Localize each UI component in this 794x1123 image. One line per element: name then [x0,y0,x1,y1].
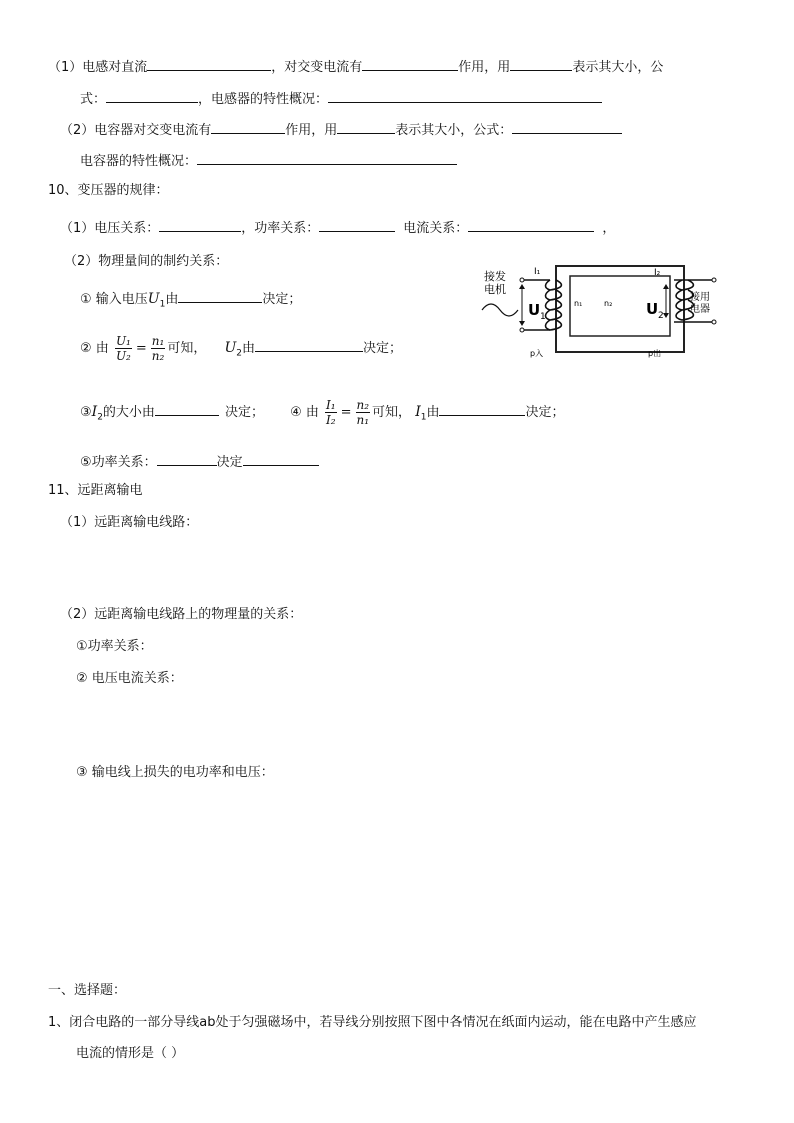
blank[interactable] [468,217,594,232]
ac-source-icon [482,304,518,316]
section-10-title: 10、变压器的规律： [48,183,169,198]
fraction: $\frac{\text{U₁}}{\text{U₂}}$ [115,334,131,363]
power-relation: ①功率关系： [76,639,153,654]
equals-sign: = [340,405,352,420]
equals-sign: = [135,341,147,356]
blank[interactable] [178,288,262,303]
blank[interactable] [197,150,457,165]
inductor-line-2: 式： ，电感器的特性概况： [80,88,602,109]
blank[interactable] [157,451,217,466]
blank[interactable] [512,119,622,134]
inductor-line-1: （1）电感对直流 ，对交变电流有 作用，用 表示其大小，公 [48,56,663,77]
transformer-core-outer [556,266,684,352]
blank[interactable] [106,88,198,103]
constraint-title: （2）物理量间的制约关系： [64,254,229,269]
long-distance-relations: （2）远距离输电线路上的物理量的关系： [60,607,303,622]
fraction: $\frac{\text{n₁}}{\text{n₂}}$ [151,334,165,363]
svg-text:p入: p入 [530,349,544,358]
question-1-line-1: 1、闭合电路的一部分导线ab处于匀强磁场中，若导线分别按照下图中各情况在纸面内运动，能在电路中产生感应 [48,1015,697,1030]
blank[interactable] [211,119,285,134]
voltage-current-relation: ② 电压电流关系： [76,671,183,686]
blank[interactable] [337,119,395,134]
svg-text:n₂: n₂ [604,299,613,308]
fraction: $\frac{\text{I₁}}{\text{I₂}}$ [326,398,336,427]
line-loss: ③ 输电线上损失的电功率和电压： [76,765,274,780]
choice-title: 一、选择题： [48,983,127,998]
fraction: $\frac{\text{n₂}}{\text{n₁}}$ [356,398,370,427]
svg-text:1: 1 [540,312,546,322]
blank[interactable] [319,217,395,232]
svg-text:I₁: I₁ [534,267,541,277]
svg-text:接发: 接发 [484,270,506,283]
long-distance-line: （1）远距离输电线路： [60,515,199,530]
blank[interactable] [255,337,363,352]
blank[interactable] [362,56,458,71]
capacitor-line-2: 电容器的特性概况： [80,150,457,171]
blank[interactable] [159,217,241,232]
transformer-diagram [478,258,728,366]
blank[interactable] [147,56,271,71]
svg-text:U: U [528,301,541,319]
question-1-line-2: 电流的情形是（ ） [76,1046,185,1061]
svg-text:接用: 接用 [690,292,710,303]
transformer-relations: （1）电压关系： ，功率关系： 电流关系： ， [60,217,615,238]
svg-text:I₂: I₂ [654,268,661,278]
blank[interactable] [155,401,219,416]
section-11-title: 11、远距离输电 [48,483,143,498]
svg-text:p出: p出 [648,349,662,358]
item-1: ① 输入电压$U_1$由 决定； [80,288,301,314]
svg-text:电器: 电器 [690,304,710,315]
item-5: ⑤功率关系： 决定 [80,451,319,472]
blank[interactable] [510,56,572,71]
blank[interactable] [243,451,319,466]
svg-text:n₁: n₁ [574,299,583,308]
capacitor-line-1: （2）电容器对交变电流有 作用，用 表示其大小，公式： [60,119,622,140]
blank[interactable] [439,401,525,416]
svg-text:U: U [646,300,659,318]
blank[interactable] [328,88,602,103]
svg-text:2: 2 [658,311,664,321]
item-3-4: $③I_2$的大小由 决定； ④ 由 $\frac{\text{I₁}}{\text{I₂}}$ = $\frac{\text{n₂}}{\text{n₁}}$ 可知， $I_1$由 决定； [80,398,565,427]
svg-text:电机: 电机 [484,283,506,296]
item-2: ② 由 $\frac{\text{U₁}}{\text{U₂}}$ = $\frac{\text{n₁}}{\text{n₂}}$ 可知， $U_2$由 决定； [80,334,403,363]
